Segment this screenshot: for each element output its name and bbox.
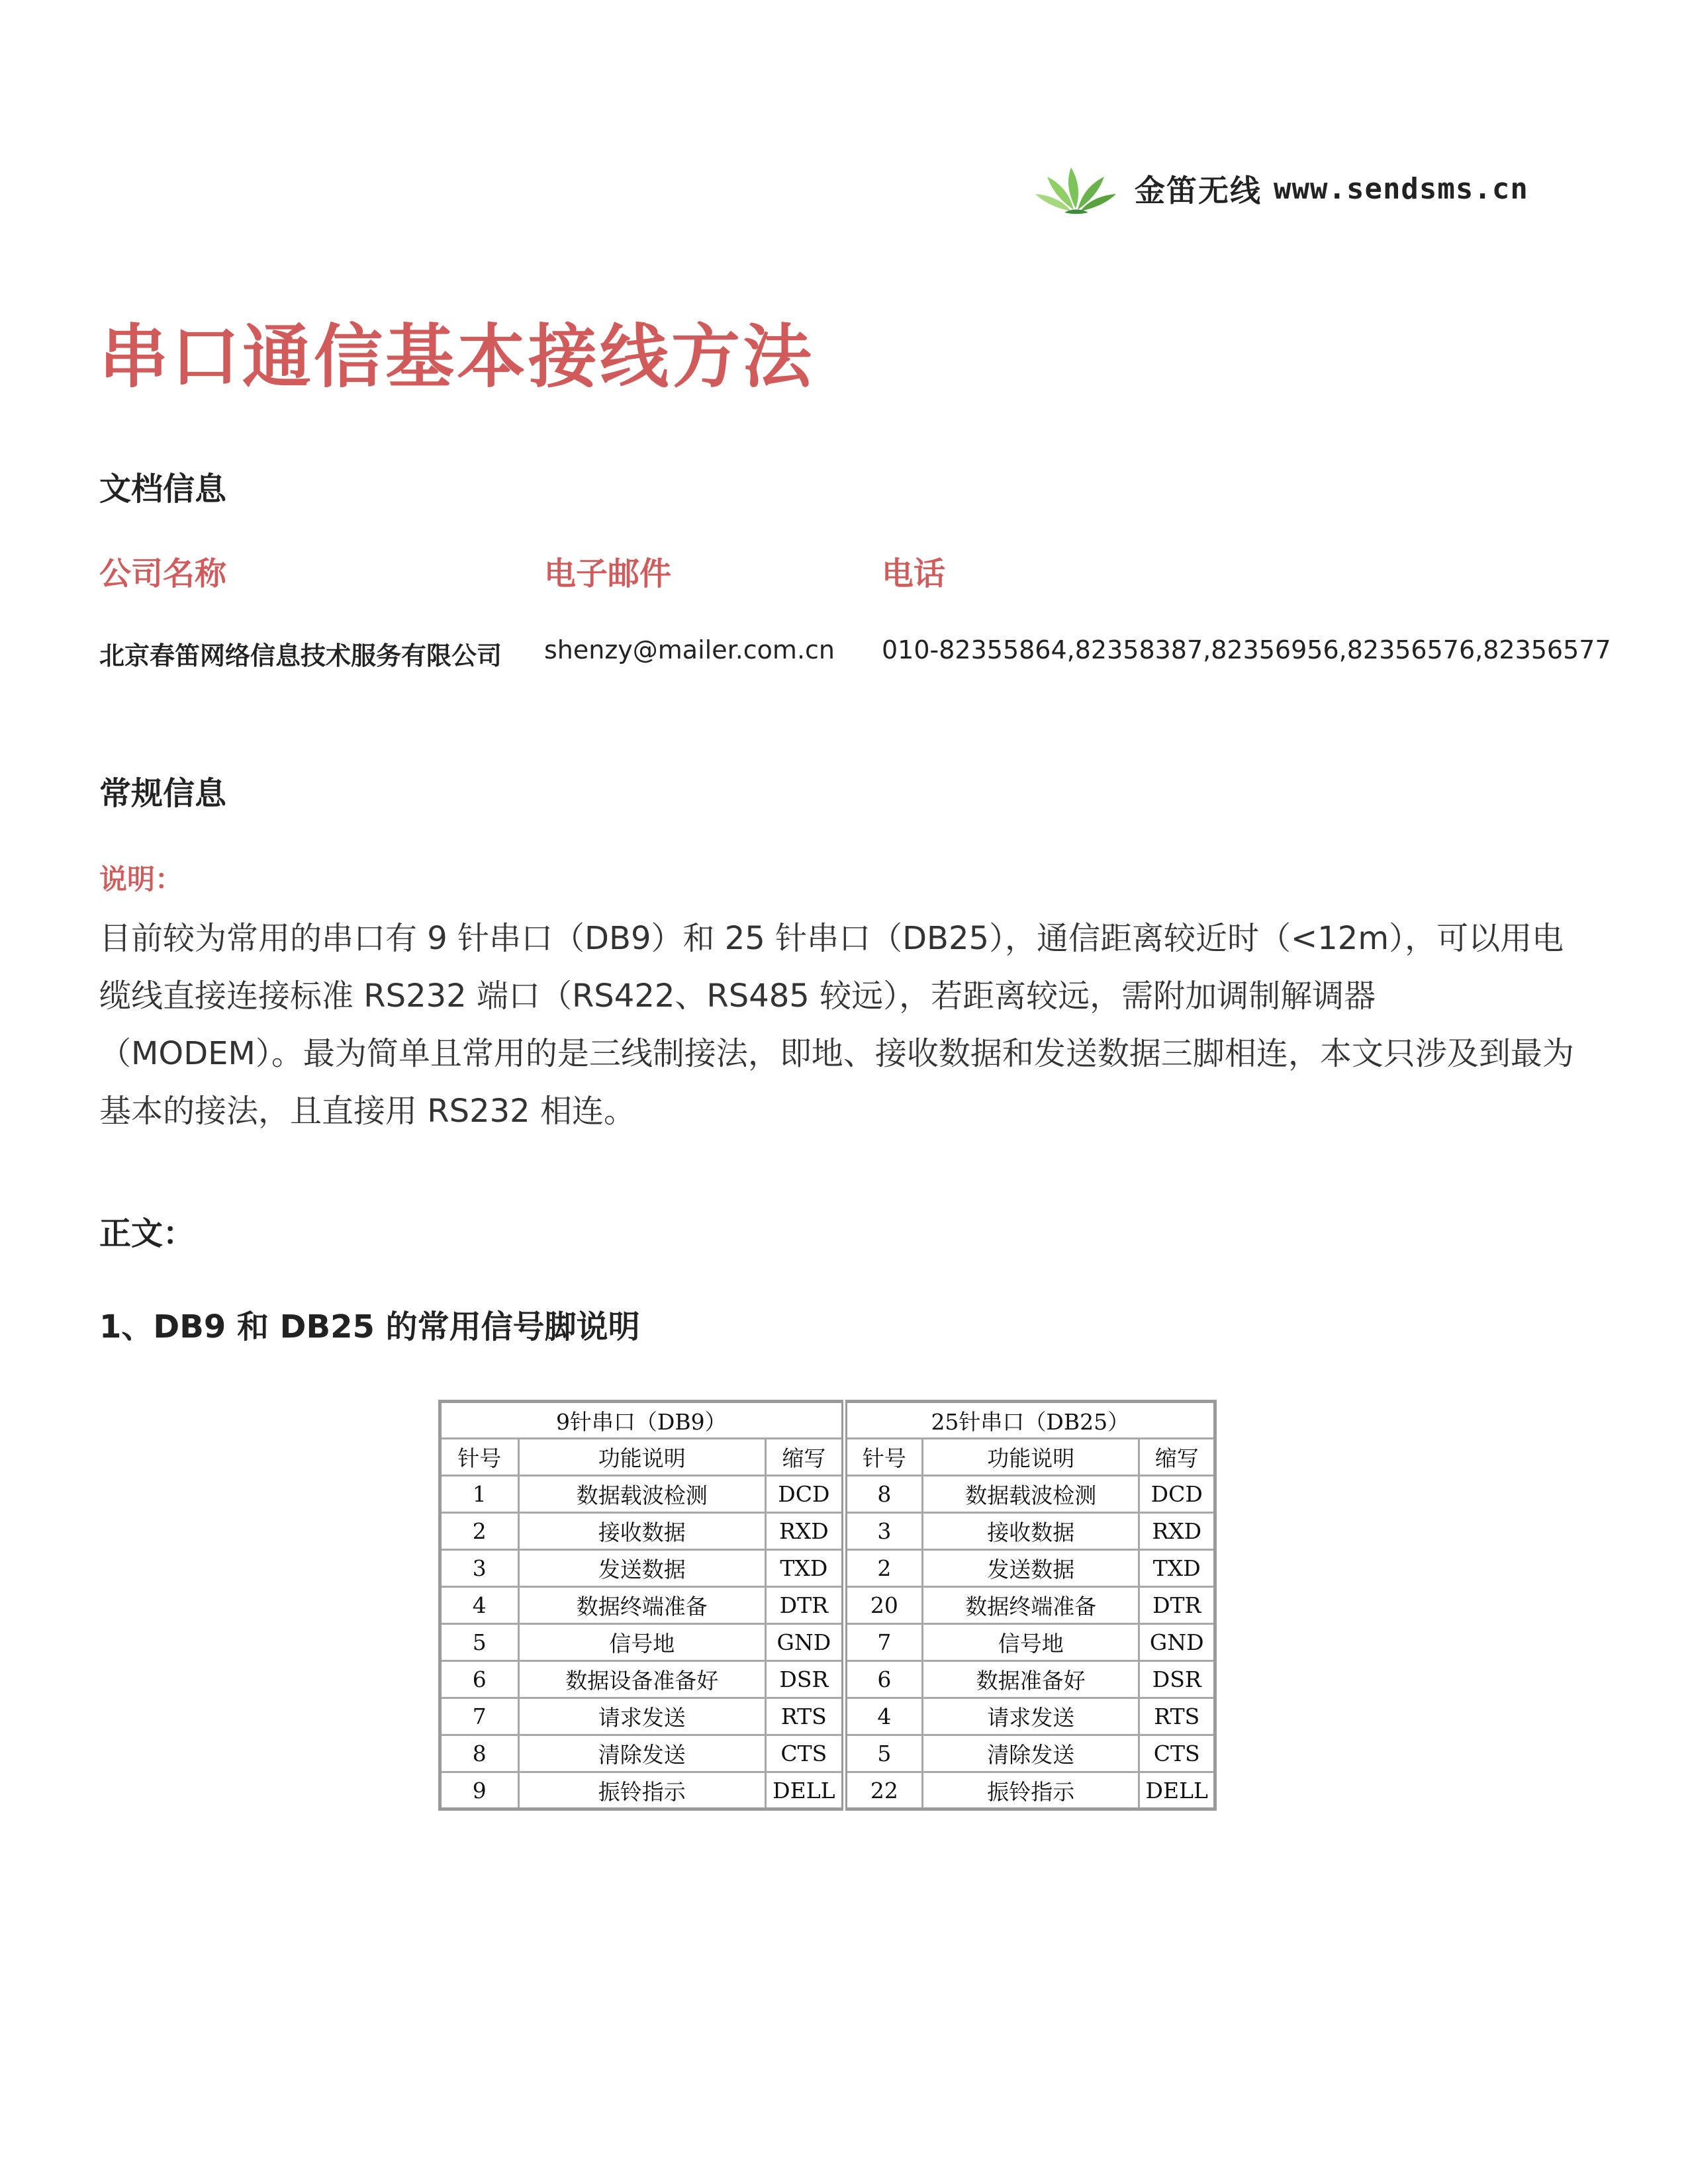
table-cell: 信号地 [923,1624,1139,1661]
table-cell: DSR [1139,1661,1215,1698]
table-row [440,1550,1215,1587]
column-header: 缩写 [766,1439,845,1476]
email-value[interactable]: shenzy@mailer.com.cn [544,635,835,664]
table-cell: 数据终端准备 [518,1587,766,1624]
table-cell: RXD [766,1513,845,1550]
table-cell: 数据设备准备好 [518,1661,766,1698]
table-cell: 8 [844,1476,923,1513]
column-header: 功能说明 [518,1439,766,1476]
description-body: 目前较为常用的串口有 9 针串口（DB9）和 25 针串口（DB25），通信距离较近时（<12m），可以用电缆线直接连接标准 RS232 端口（RS422、RS485 较远），若距离较远，需附加调制解调器（MODEM）。最为简单且常用的是三线制接法，即地、接收数据和发送数据三脚相连，本文只涉及到最为基本的接法，且直接用 RS232 相连。 [99,920,1574,1130]
doc-info-heading: 文档信息 [99,471,227,508]
table-header-row [440,1439,1215,1476]
table-cell: DTR [766,1587,845,1624]
table-cell: GND [1139,1624,1215,1661]
table-row [440,1772,1215,1809]
table-cell: 6 [440,1661,519,1698]
table-cell: DCD [1139,1476,1215,1513]
pin-table-subheading: 1、DB9 和 DB25 的常用信号脚说明 [99,1308,640,1345]
table-cell: 1 [440,1476,519,1513]
table-cell: 20 [844,1587,923,1624]
column-header: 针号 [844,1439,923,1476]
table-row [440,1735,1215,1772]
table-cell: TXD [766,1550,845,1587]
table-cell: DELL [1139,1772,1215,1809]
table-cell: 清除发送 [518,1735,766,1772]
general-info-heading: 常规信息 [99,775,227,812]
table-cell: 数据准备好 [923,1661,1139,1698]
column-header: 针号 [440,1439,519,1476]
email-label: 电子邮件 [544,555,672,592]
table-cell: 7 [844,1624,923,1661]
body-heading: 正文： [99,1215,195,1252]
table-cell: 5 [440,1624,519,1661]
table-cell: 9 [440,1772,519,1809]
table-cell: DELL [766,1772,845,1809]
brand-url[interactable]: www.sendsms.cn [1274,171,1528,206]
table-cell: 5 [844,1735,923,1772]
company-value: 北京春笛网络信息技术服务有限公司 [99,641,502,670]
db9-title: 9针串口（DB9） [440,1402,845,1439]
leaf-logo-icon [1033,162,1119,215]
document-title: 串口通信基本接线方法 [99,316,815,397]
table-cell: 接收数据 [518,1513,766,1550]
brand-name: 金笛无线 [1135,173,1262,208]
table-cell: 清除发送 [923,1735,1139,1772]
table-cell: 请求发送 [923,1698,1139,1735]
description-label: 说明： [99,863,183,895]
table-cell: RTS [1139,1698,1215,1735]
table-cell: RXD [1139,1513,1215,1550]
table-cell: 信号地 [518,1624,766,1661]
table-cell: 22 [844,1772,923,1809]
table-cell: TXD [1139,1550,1215,1587]
table-cell: DSR [766,1661,845,1698]
table-cell: 振铃指示 [518,1772,766,1809]
table-title-row [440,1402,1215,1439]
table-cell: 振铃指示 [923,1772,1139,1809]
table-cell: 2 [440,1513,519,1550]
table-cell: 8 [440,1735,519,1772]
table-cell: 3 [440,1550,519,1587]
table-row [440,1698,1215,1735]
column-header: 缩写 [1139,1439,1215,1476]
table-cell: 6 [844,1661,923,1698]
table-cell: 发送数据 [923,1550,1139,1587]
table-cell: 接收数据 [923,1513,1139,1550]
table-cell: 数据终端准备 [923,1587,1139,1624]
phone-label: 电话 [882,555,946,592]
db25-title: 25针串口（DB25） [844,1402,1215,1439]
phone-value: 010-82355864,82358387,82356956,82356576,82356577 [882,635,1611,664]
table-cell: CTS [1139,1735,1215,1772]
table-cell: 3 [844,1513,923,1550]
table-row [440,1513,1215,1550]
pin-signal-table [438,1400,1217,1811]
table-row [440,1587,1215,1624]
table-cell: 数据载波检测 [923,1476,1139,1513]
table-row [440,1476,1215,1513]
company-label: 公司名称 [99,555,227,592]
table-row [440,1624,1215,1661]
table-row [440,1661,1215,1698]
table-cell: CTS [766,1735,845,1772]
table-cell: 数据载波检测 [518,1476,766,1513]
table-cell: DCD [766,1476,845,1513]
table-cell: 请求发送 [518,1698,766,1735]
table-cell: 7 [440,1698,519,1735]
table-cell: 发送数据 [518,1550,766,1587]
table-cell: RTS [766,1698,845,1735]
table-cell: GND [766,1624,845,1661]
table-cell: 4 [844,1698,923,1735]
column-header: 功能说明 [923,1439,1139,1476]
table-cell: 2 [844,1550,923,1587]
header-brand [1033,159,1562,218]
table-cell: DTR [1139,1587,1215,1624]
table-cell: 4 [440,1587,519,1624]
